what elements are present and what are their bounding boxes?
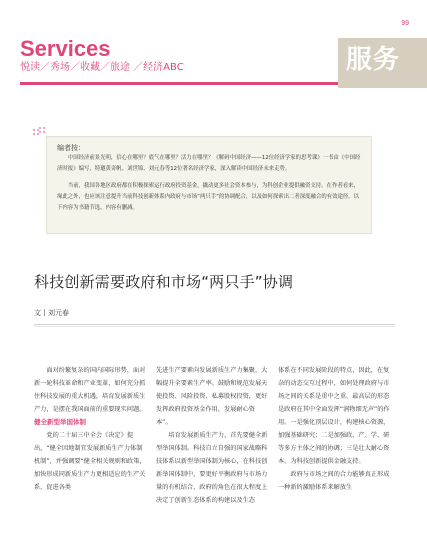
article-divider (34, 324, 394, 325)
article-paragraph: 政府与市场之间的合力能够真正形成一种新的激励体系来解放生 (278, 471, 390, 491)
section-badge (338, 38, 427, 88)
article-paragraph: 党的二十届三中全会《决定》提出，“健全因地制宜发展新质生产力体制机制”，并强调要“健全相关规则和政策，加快形成同新质生产力更相适应的生产关系，促进各类 (34, 432, 146, 491)
section-title: Services (20, 36, 111, 61)
article-divider (34, 326, 394, 327)
header-rule (20, 82, 338, 85)
editor-note-paragraph: 当前，我国各地区政府都在积极探索运行政府投资基金，撬动更多社会资本参与，为科创企业提供融资支持。在作者看来，缘此之外，也应该注意提升当前科技创新体系内政府与市场“两只手”的协调配合，以及如何探索出二者深度融合的有效途径。以下内容为书籍节选，内容有删减。 (57, 183, 360, 211)
article-paragraph: 培育发展新质生产力，首先要健全新型举国体制。科技自立自强的国家战略科技体系以新型举国体制为核心，在科技创新举国体制中，要更好平衡政府与市场力量的有机结合，政府的角色在很大程度上决定了创新生态体系的构建以及生态 (156, 432, 268, 504)
section-subtitle: 悦读／秀场／收藏／旅途 ／经济ABC (20, 62, 184, 73)
article-author: 文丨刘元春 (34, 309, 69, 317)
article-title: 科技创新需要政府和市场“两只手”协调 (34, 273, 294, 291)
article-column-2 (156, 364, 270, 507)
section-badge-label: 服务 (346, 45, 401, 75)
page-number: 99 (401, 20, 409, 27)
article-column-1 (34, 364, 148, 494)
article-column-3 (278, 364, 392, 494)
editor-note-paragraph: 中国经济前景光明，信心在哪里？底气在哪里？活力在哪里？《解码中国经济——12位经济学家的思考课》一书由《中国经济时报》编写，特邀黄奇帆、刘世锦、刘元春等12位著名经济学家，深入解读中国经济未来走势。 (57, 155, 361, 172)
article-paragraph: 面对纷繁复杂的国内国际形势，面对新一轮科技革命和产业变革，如何充分抓住科技发展的重大机遇，培育发展新质生产力，是摆在我国面前的重要现实问题。 (34, 367, 146, 413)
editor-note-heading: 编者按： (57, 144, 85, 152)
article-paragraph: 先进生产要素向发展新质生产力集聚，大幅提升全要素生产率。鼓励和规范发展天使投资、风险投资、私募股权投资，更好发挥政府投资基金作用，发展耐心资本”。 (156, 367, 268, 426)
dot-pattern-decoration (38, 126, 46, 134)
editor-note (32, 128, 372, 238)
editor-note-box (46, 136, 372, 234)
article-paragraph: 体系在不同发展阶段的特点，因此，在复杂的动态交互过程中，如何处理政府与市场之间的关系是重中之重。最高层的形态是政府在其中全面发挥“润物细无声”的作用。一是强化顶层设计，构建核心资源，加强基础研究；二是加强政、产、学、研等多方主体之间的协调；三是壮大耐心资本。为科技创新提供金融支持。 (278, 367, 390, 465)
article-subheading: 健全新型举国体制 (34, 418, 86, 426)
